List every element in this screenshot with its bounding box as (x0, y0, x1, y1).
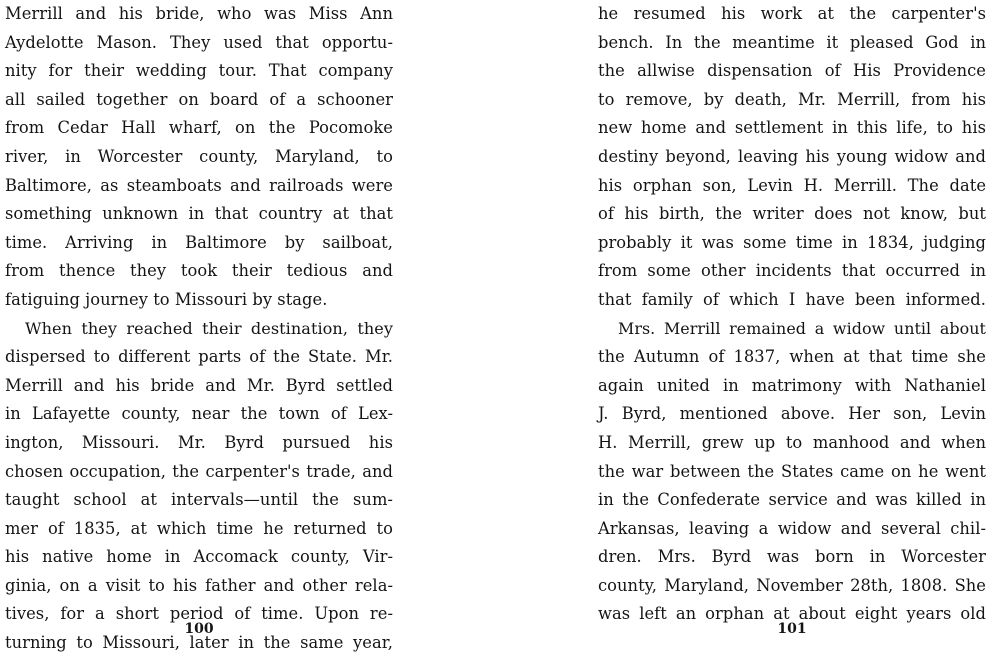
text-line: from Cedar Hall wharf, on the Pocomoke (5, 118, 393, 138)
text-line: Arkansas, leaving a widow and several chil- (598, 518, 986, 538)
text-line: time. Arriving in Baltimore by sailboat, (5, 232, 393, 252)
text-line: the Autumn of 1837, when at that time she (598, 347, 986, 367)
text-line: probably it was some time in 1834, judging (598, 232, 986, 252)
text-line: all sailed together on board of a schooner (5, 89, 393, 109)
text-line: his native home in Accomack county, Vir- (5, 547, 393, 567)
text-line: taught school at intervals—until the sum- (5, 490, 393, 510)
text-line: When they reached their destination, they (25, 318, 393, 338)
text-line: bench. In the meantime it pleased God in (598, 32, 986, 52)
text-line: his orphan son, Levin H. Merrill. The date (598, 175, 986, 195)
text-line: new home and settlement in this life, to his (598, 118, 986, 138)
text-line: Mrs. Merrill remained a widow until about (618, 318, 986, 338)
text-line: dispersed to different parts of the State. Mr. (5, 347, 393, 367)
text-line: from some other incidents that occurred in (598, 261, 986, 281)
text-line: Merrill and his bride, who was Miss Ann (5, 4, 393, 23)
text-line: ginia, on a visit to his father and other rela- (5, 575, 393, 595)
right-page (598, 0, 986, 638)
left-page-text (5, 0, 393, 658)
text-line: turning to Missouri, later in the same year, (5, 633, 393, 653)
left-page (5, 0, 393, 653)
right-page-text (598, 0, 986, 629)
text-line: fatiguing journey to Missouri by stage. (5, 289, 328, 309)
text-line: Baltimore, as steamboats and railroads were (5, 175, 393, 195)
text-line: ington, Missouri. Mr. Byrd pursued his (5, 432, 393, 452)
text-line: something unknown in that country at that (5, 204, 393, 224)
text-line: river, in Worcester county, Maryland, to (5, 146, 393, 166)
text-line: he resumed his work at the carpenter's (598, 4, 986, 23)
text-line: of his birth, the writer does not know, but (598, 204, 986, 224)
text-line: the war between the States came on he went (598, 461, 986, 481)
text-line: dren. Mrs. Byrd was born in Worcester (598, 547, 986, 567)
text-line: mer of 1835, at which time he returned to (5, 518, 393, 538)
page-number: 101 (777, 621, 807, 637)
text-line: H. Merrill, grew up to manhood and when (598, 432, 986, 452)
text-line: Merrill and his bride and Mr. Byrd settled (5, 375, 393, 395)
text-line: county, Maryland, November 28th, 1808. She (598, 575, 986, 595)
text-line: nity for their wedding tour. That company (5, 61, 393, 81)
text-line: from thence they took their tedious and (5, 261, 393, 281)
text-line: in Lafayette county, near the town of Lex- (5, 404, 393, 424)
text-line: the allwise dispensation of His Providence (598, 61, 986, 81)
text-line: was left an orphan at about eight years old (598, 604, 986, 624)
text-line: destiny beyond, leaving his young widow and (598, 146, 986, 166)
text-line: Aydelotte Mason. They used that opportu- (5, 32, 393, 52)
text-line: in the Confederate service and was killed in (598, 490, 986, 510)
text-line: to remove, by death, Mr. Merrill, from his (598, 89, 986, 109)
page-number: 100 (184, 621, 214, 637)
text-line: that family of which I have been informed. (598, 289, 986, 309)
text-line: chosen occupation, the carpenter's trade, and (5, 461, 393, 481)
text-line: tives, for a short period of time. Upon re- (5, 604, 393, 624)
text-line: again united in matrimony with Nathaniel (598, 375, 986, 395)
text-line: J. Byrd, mentioned above. Her son, Levin (598, 404, 986, 424)
